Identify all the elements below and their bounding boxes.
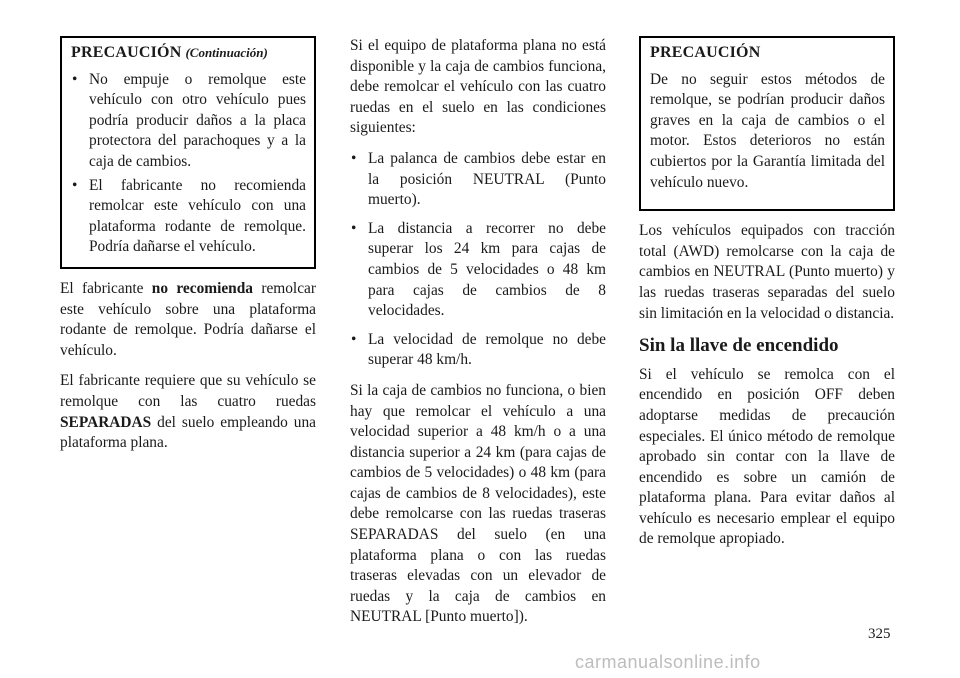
bullet-icon: •	[351, 219, 357, 237]
list-item: • La distancia a recorrer no debe superar los 24 km para cajas de cambios de 5 velocidades o 48 km para cajas de cambios de 8 velocidades.	[351, 219, 606, 320]
bullet-icon: •	[351, 330, 357, 348]
list-item: • El fabricante no recomienda remolcar este vehículo con una plataforma rodante de remolque. Podría dañarse el vehículo.	[72, 176, 306, 256]
bullet-icon: •	[72, 70, 78, 88]
caution-title: PRECAUCIÓN (Continuación)	[71, 44, 268, 61]
paragraph: Si el equipo de plataforma plana no está disponible y la caja de cambios funciona, debe remolcar el vehículo con las cuatro ruedas en el suelo en las condiciones siguientes:	[350, 37, 606, 137]
emphasis: no recomienda	[151, 279, 254, 297]
caution-box	[639, 36, 895, 211]
paragraph: Si la caja de cambios no funciona, o bien hay que remolcar el vehículo a una velocidad superior a 48 km/h o a una distancia superior a 24 km (para cajas de cambios de 5 velocidades) o 48 km (para cajas de cambios de 8 velocidades), este debe remolcarse con las ruedas traseras SEPARADAS del suelo (en una plataforma plana o con las ruedas traseras elevadas con un elevador de ruedas y la caja de cambios en NEUTRAL [Punto muerto]).	[350, 381, 606, 626]
column-left	[60, 36, 316, 464]
list-item: • La palanca de cambios debe estar en la posición NEUTRAL (Punto muerto).	[351, 149, 606, 209]
column-middle	[350, 36, 606, 638]
list-item: • No empuje o remolque este vehículo con otro vehículo pues podría producir daños a la placa protectora del parachoques y a la caja de cambios.	[72, 70, 306, 170]
emphasis: SEPARADAS	[60, 413, 152, 431]
bullet-icon: •	[72, 176, 78, 194]
paragraph: Si el vehículo se remolca con el encendido en posición OFF deben adoptarse medidas de precaución especiales. El único método de remolque aprobado sin contar con la llave de encendido es sobre un camión de plataforma plana. Para evitar daños al vehículo es necesario emplear el equipo de remolque apropiado.	[639, 365, 895, 548]
paragraph: El fabricante no recomienda remolcar este vehículo sobre una plataforma rodante de remolque. Podría dañarse el vehículo.	[60, 279, 316, 359]
caution-text: De no seguir estos métodos de remolque, se podrían producir daños graves en la caja de cambios o el motor. Estos deterioros no están cubiertos por la Garantía limitada del vehículo nuevo.	[650, 70, 885, 191]
paragraph: Los vehículos equipados con tracción total (AWD) remolcarse con la caja de cambios en NEUTRAL (Punto muerto) y las ruedas traseras separadas del suelo sin limitación en la velocidad o distancia.	[639, 222, 895, 322]
page-number: 325	[868, 626, 891, 642]
bullet-icon: •	[351, 149, 357, 167]
list-item: • La velocidad de remolque no debe superar 48 km/h.	[351, 330, 606, 369]
caution-bullet-list	[71, 70, 306, 258]
watermark: carmanualsonline.info	[575, 652, 761, 672]
paragraph: El fabricante requiere que su vehículo se remolque con las cuatro ruedas SEPARADAS del suelo empleando una plataforma plana.	[60, 372, 316, 452]
bullet-list	[350, 149, 606, 371]
column-right	[639, 36, 895, 560]
caution-title: PRECAUCIÓN	[650, 44, 761, 61]
caution-continuation: (Continuación)	[185, 45, 268, 60]
caution-box-continued	[60, 36, 316, 269]
section-heading: Sin la llave de encendido	[639, 335, 839, 357]
